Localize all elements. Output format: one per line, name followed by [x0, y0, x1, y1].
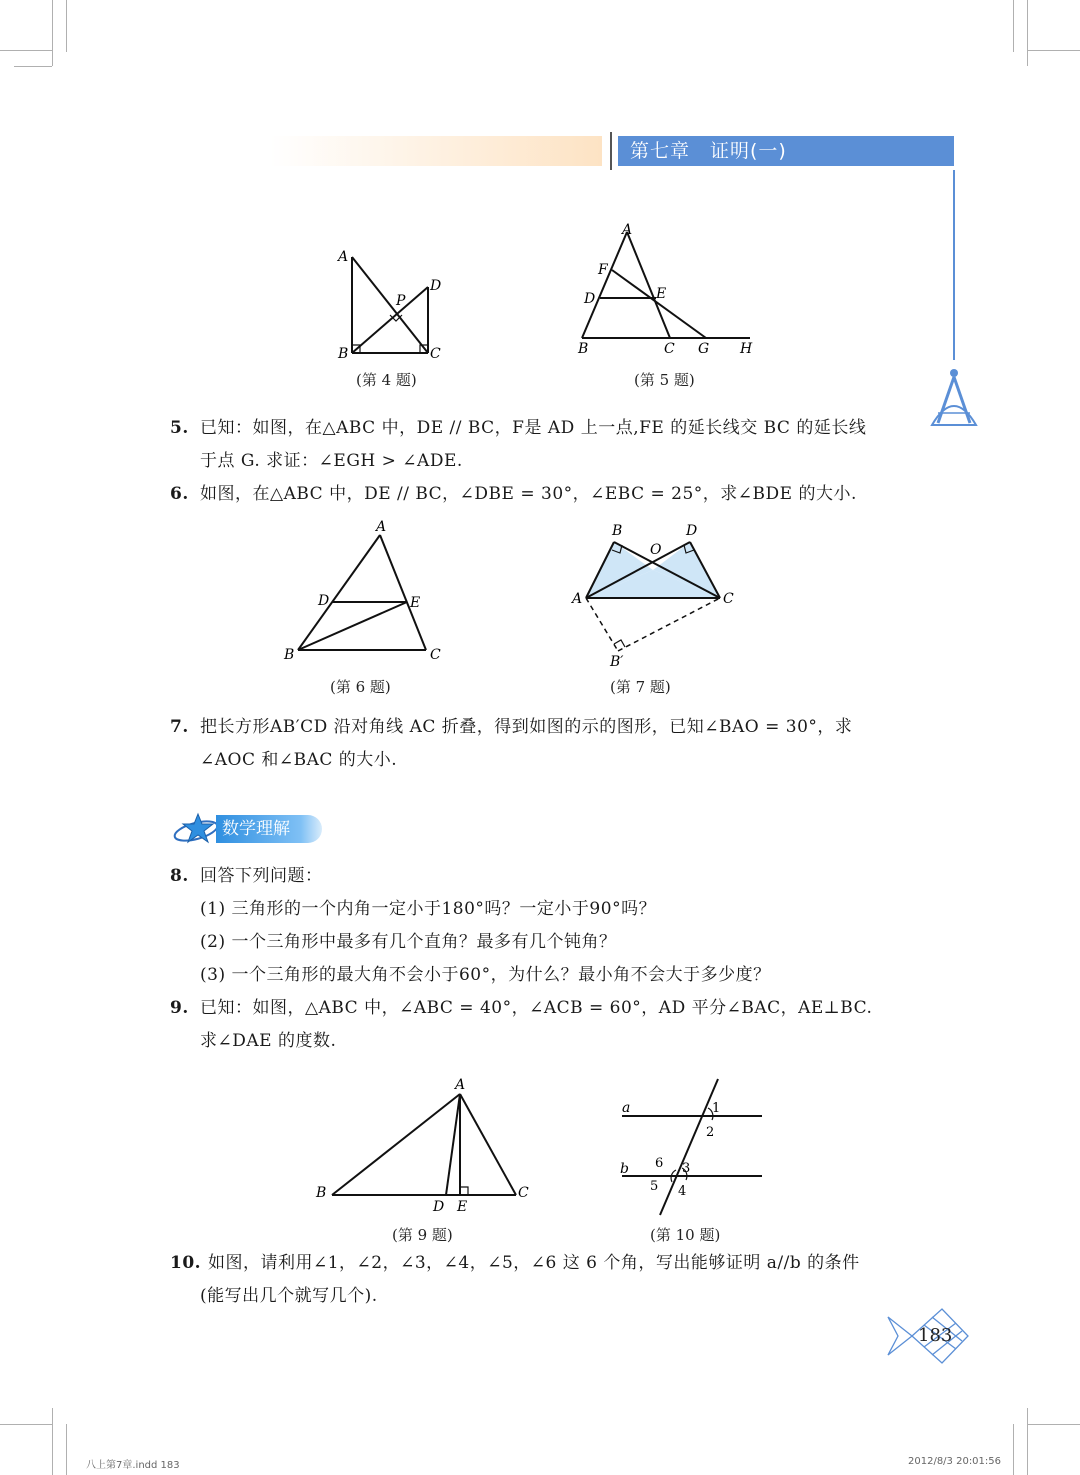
crop-mark — [0, 1424, 52, 1425]
fig4-label-A: A — [338, 249, 349, 265]
fig5-caption: (第 5 题) — [634, 371, 695, 389]
fig5-label-E: E — [656, 286, 667, 302]
problem-10-number: 10. — [170, 1253, 202, 1273]
fig10-angle-3: 3 — [682, 1161, 691, 1176]
figure-6-diagram — [280, 515, 450, 665]
crop-mark — [52, 1408, 53, 1475]
crop-mark — [1027, 1408, 1028, 1475]
problem-5-line-1: 已知：如图，在△ABC 中，DE // BC，F是 AD 上一点,FE 的延长线交 BC 的延长线 — [200, 418, 867, 438]
problem-7 — [170, 711, 930, 777]
fig10-caption: (第 10 题) — [650, 1226, 721, 1244]
figure-5-diagram — [570, 220, 760, 360]
problem-6-number: 6. — [170, 484, 189, 504]
fig7-label-D: D — [686, 523, 698, 539]
crop-mark — [1027, 0, 1028, 66]
crop-mark — [52, 0, 53, 66]
side-decoration-line — [953, 170, 955, 360]
fig7-label-B: B — [612, 523, 623, 539]
crop-mark — [1028, 1424, 1080, 1425]
footer-timestamp: 2012/8/3 20:01:56 — [908, 1456, 1002, 1467]
fig9-label-B: B — [316, 1185, 327, 1201]
fig6-label-D: D — [318, 593, 330, 609]
problem-8-sub-1: (1) 三角形的一个内角一定小于180°吗？一定小于90°吗？ — [200, 899, 657, 919]
problem-6-line-1: 如图，在△ABC 中，DE // BC，∠DBE = 30°，∠EBC = 25°，求∠BDE 的大小. — [200, 484, 857, 504]
section-title: 数学理解 — [216, 815, 322, 843]
figure-10-diagram — [612, 1075, 772, 1220]
fig5-label-G: G — [698, 341, 710, 357]
fig10-label-b: b — [620, 1161, 629, 1177]
fig4-label-B: B — [338, 346, 349, 362]
problem-10 — [170, 1247, 930, 1313]
fig5-label-H: H — [740, 341, 753, 357]
crop-mark — [66, 1424, 67, 1475]
problem-5 — [170, 412, 930, 478]
fig4-label-P: P — [396, 293, 406, 309]
chapter-header-gradient — [270, 136, 602, 166]
figure-7-diagram — [568, 518, 743, 673]
problem-10-line-2: (能写出几个就写几个). — [200, 1286, 378, 1306]
fig9-caption: (第 9 题) — [392, 1226, 453, 1244]
problem-5-line-2: 于点 G. 求证：∠EGH > ∠ADE. — [200, 451, 463, 471]
fig5-label-B: B — [578, 341, 589, 357]
crop-mark — [1028, 50, 1080, 51]
fig7-label-A: A — [572, 591, 583, 607]
problem-5-number: 5. — [170, 418, 189, 438]
fig6-caption: (第 6 题) — [330, 678, 391, 696]
fig6-label-C: C — [430, 647, 441, 663]
fig4-label-D: D — [430, 278, 442, 294]
fig5-label-F: F — [598, 262, 608, 278]
problem-10-line-1: 如图，请利用∠1，∠2，∠3，∠4，∠5，∠6 这 6 个角，写出能够证明 a//b 的条件 — [208, 1253, 860, 1273]
problem-7-number: 7. — [170, 717, 189, 737]
problem-8-number: 8. — [170, 866, 189, 886]
chapter-title: 第七章 证明(一) — [618, 136, 954, 166]
problem-8-sub-3: (3) 一个三角形的最大角不会小于60°，为什么？最小角不会大于多少度？ — [200, 965, 771, 985]
fig6-label-B: B — [284, 647, 295, 663]
crop-mark — [1013, 1424, 1014, 1475]
problem-8 — [170, 860, 930, 992]
footer-filename: 八上第7章.indd 183 — [86, 1460, 180, 1471]
fig9-label-A: A — [455, 1077, 466, 1093]
fig9-label-D: D — [433, 1199, 445, 1215]
crop-mark — [0, 50, 52, 51]
fig6-label-E: E — [410, 595, 421, 611]
fig5-label-D: D — [584, 291, 596, 307]
fig10-label-a: a — [622, 1100, 631, 1116]
problem-7-line-2: ∠AOC 和∠BAC 的大小. — [200, 750, 398, 770]
figure-9-diagram — [310, 1072, 540, 1217]
fig10-angle-6: 6 — [655, 1156, 664, 1171]
chapter-header-divider — [610, 132, 612, 170]
problem-8-sub-2: (2) 一个三角形中最多有几个直角？最多有几个钝角？ — [200, 932, 617, 952]
fig10-angle-4: 4 — [678, 1184, 687, 1199]
crop-mark — [66, 0, 67, 52]
fig9-label-C: C — [518, 1185, 529, 1201]
fig6-label-A: A — [376, 519, 387, 535]
compass-icon — [928, 365, 980, 431]
problem-8-line-1: 回答下列问题： — [200, 866, 323, 886]
fig7-label-B-prime: B′ — [610, 654, 624, 670]
fig7-caption: (第 7 题) — [610, 678, 671, 696]
fig9-label-E: E — [457, 1199, 468, 1215]
fig5-label-A: A — [622, 222, 633, 238]
fig7-label-C: C — [723, 591, 734, 607]
fig5-label-C: C — [664, 341, 675, 357]
page-number: 183 — [918, 1325, 953, 1346]
section-badge — [172, 812, 327, 846]
problem-9-line-1: 已知：如图，△ABC 中，∠ABC = 40°，∠ACB = 60°，AD 平分∠BAC，AE⊥BC. — [200, 998, 873, 1018]
problem-9-line-2: 求∠DAE 的度数. — [200, 1031, 337, 1051]
fig10-angle-5: 5 — [650, 1179, 659, 1194]
problem-7-line-1: 把长方形AB′CD 沿对角线 AC 折叠，得到如图的示的图形，已知∠BAO = 30°，求 — [200, 717, 853, 737]
fig4-caption: (第 4 题) — [356, 371, 417, 389]
figure-4-diagram — [330, 245, 450, 365]
problem-9 — [170, 992, 930, 1058]
fig4-label-C: C — [430, 346, 441, 362]
crop-mark — [1013, 0, 1014, 52]
fig10-angle-1: 1 — [712, 1101, 721, 1116]
fig10-angle-2: 2 — [706, 1125, 715, 1140]
problem-9-number: 9. — [170, 998, 189, 1018]
crop-mark — [14, 66, 52, 67]
problem-6 — [170, 478, 930, 511]
fig7-label-O: O — [650, 542, 662, 558]
